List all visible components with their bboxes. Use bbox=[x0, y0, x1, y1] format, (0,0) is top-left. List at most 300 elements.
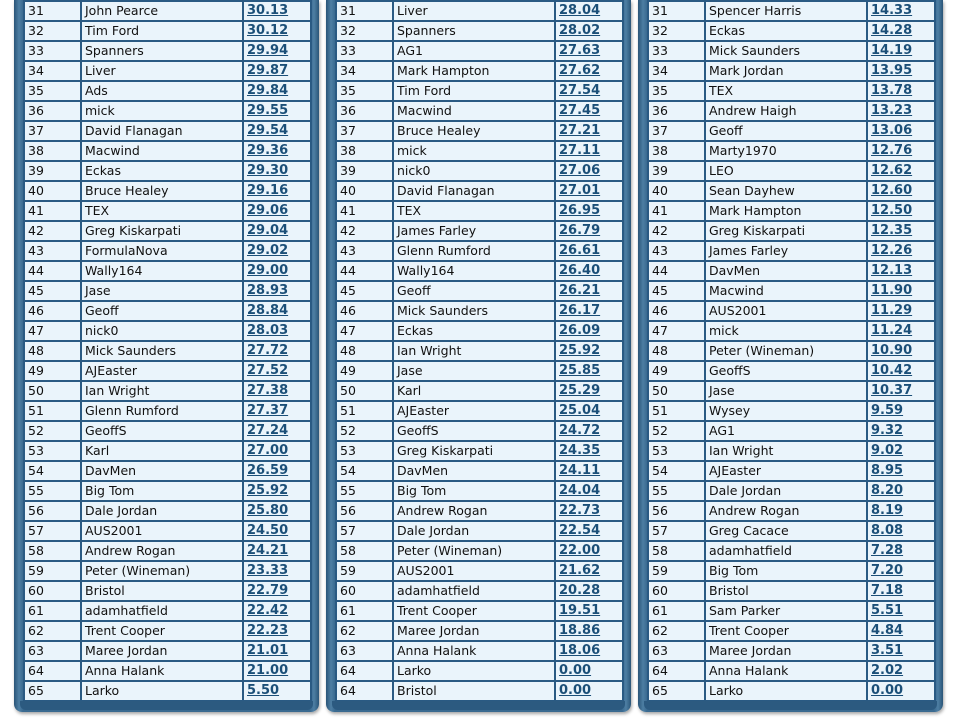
table-row bbox=[648, 481, 935, 501]
score-link[interactable]: 22.79 bbox=[243, 581, 311, 601]
score-link[interactable]: 11.24 bbox=[867, 321, 935, 341]
score-link[interactable]: 26.17 bbox=[555, 301, 623, 321]
rank-cell: 46 bbox=[24, 301, 81, 321]
rank-cell: 62 bbox=[648, 621, 705, 641]
rank-cell: 50 bbox=[24, 381, 81, 401]
score-link[interactable]: 26.21 bbox=[555, 281, 623, 301]
score-link[interactable]: 21.01 bbox=[243, 641, 311, 661]
rank-cell: 37 bbox=[336, 121, 393, 141]
score-link[interactable]: 14.28 bbox=[867, 21, 935, 41]
table-row bbox=[24, 241, 311, 261]
player-name-cell: James Farley bbox=[705, 241, 867, 261]
leaderboard-panel-2 bbox=[326, 0, 631, 712]
table-row bbox=[24, 141, 311, 161]
score-link[interactable]: 22.73 bbox=[555, 501, 623, 521]
table-row bbox=[24, 501, 311, 521]
rank-cell: 51 bbox=[648, 401, 705, 421]
rank-cell: 48 bbox=[24, 341, 81, 361]
score-link[interactable]: 23.33 bbox=[243, 561, 311, 581]
score-link[interactable]: 27.01 bbox=[555, 181, 623, 201]
player-name-cell: John Pearce bbox=[81, 1, 243, 21]
player-name-cell: adamhatfield bbox=[705, 541, 867, 561]
table-row bbox=[336, 421, 623, 441]
player-name-cell: Glenn Rumford bbox=[393, 241, 555, 261]
table-row bbox=[24, 1, 311, 21]
rank-cell: 40 bbox=[648, 181, 705, 201]
player-name-cell: Trent Cooper bbox=[393, 601, 555, 621]
table-row bbox=[24, 621, 311, 641]
score-link[interactable]: 11.29 bbox=[867, 301, 935, 321]
panel-footer bbox=[332, 701, 625, 710]
player-name-cell: Liver bbox=[393, 1, 555, 21]
rank-cell: 35 bbox=[648, 81, 705, 101]
player-name-cell: Karl bbox=[81, 441, 243, 461]
table-row bbox=[648, 81, 935, 101]
rank-cell: 33 bbox=[648, 41, 705, 61]
rank-cell: 38 bbox=[336, 141, 393, 161]
rank-cell: 31 bbox=[648, 1, 705, 21]
player-name-cell: GeoffS bbox=[81, 421, 243, 441]
score-link[interactable]: 24.72 bbox=[555, 421, 623, 441]
score-link[interactable]: 29.02 bbox=[243, 241, 311, 261]
player-name-cell: Ian Wright bbox=[81, 381, 243, 401]
player-name-cell: Larko bbox=[393, 661, 555, 681]
player-name-cell: Bristol bbox=[393, 681, 555, 701]
score-link[interactable]: 29.00 bbox=[243, 261, 311, 281]
table-row bbox=[648, 121, 935, 141]
score-link[interactable]: 29.06 bbox=[243, 201, 311, 221]
score-link[interactable]: 28.84 bbox=[243, 301, 311, 321]
score-link[interactable]: 29.87 bbox=[243, 61, 311, 81]
player-name-cell: Tim Ford bbox=[393, 81, 555, 101]
table-row bbox=[24, 101, 311, 121]
player-name-cell: TEX bbox=[81, 201, 243, 221]
player-name-cell: Bruce Healey bbox=[81, 181, 243, 201]
table-row bbox=[24, 121, 311, 141]
rank-cell: 64 bbox=[648, 661, 705, 681]
score-link[interactable]: 27.72 bbox=[243, 341, 311, 361]
score-link[interactable]: 18.06 bbox=[555, 641, 623, 661]
player-name-cell: adamhatfield bbox=[81, 601, 243, 621]
table-row bbox=[336, 361, 623, 381]
rank-cell: 37 bbox=[24, 121, 81, 141]
table-row bbox=[648, 261, 935, 281]
player-name-cell: AJEaster bbox=[705, 461, 867, 481]
player-name-cell: adamhatfield bbox=[393, 581, 555, 601]
player-name-cell: James Farley bbox=[393, 221, 555, 241]
table-row bbox=[648, 381, 935, 401]
player-name-cell: Peter (Wineman) bbox=[705, 341, 867, 361]
score-link[interactable]: 27.24 bbox=[243, 421, 311, 441]
table-row bbox=[648, 21, 935, 41]
score-link[interactable]: 28.04 bbox=[555, 1, 623, 21]
rank-cell: 64 bbox=[336, 661, 393, 681]
rank-cell: 58 bbox=[24, 541, 81, 561]
rank-cell: 49 bbox=[648, 361, 705, 381]
rank-cell: 57 bbox=[648, 521, 705, 541]
score-link[interactable]: 8.19 bbox=[867, 501, 935, 521]
player-name-cell: AG1 bbox=[393, 41, 555, 61]
score-link[interactable]: 22.23 bbox=[243, 621, 311, 641]
score-link[interactable]: 29.04 bbox=[243, 221, 311, 241]
score-link[interactable]: 7.18 bbox=[867, 581, 935, 601]
table-row bbox=[648, 341, 935, 361]
panel-footer bbox=[20, 701, 313, 710]
table-row bbox=[648, 621, 935, 641]
player-name-cell: Spanners bbox=[393, 21, 555, 41]
score-link[interactable]: 12.26 bbox=[867, 241, 935, 261]
score-link[interactable]: 27.63 bbox=[555, 41, 623, 61]
leaderboard-panel-3 bbox=[638, 0, 943, 712]
player-name-cell: Greg Kiskarpati bbox=[81, 221, 243, 241]
table-row bbox=[336, 321, 623, 341]
score-link[interactable]: 29.94 bbox=[243, 41, 311, 61]
score-link[interactable]: 10.90 bbox=[867, 341, 935, 361]
score-link[interactable]: 26.40 bbox=[555, 261, 623, 281]
score-link[interactable]: 0.00 bbox=[555, 661, 623, 681]
score-link[interactable]: 12.76 bbox=[867, 141, 935, 161]
rank-cell: 44 bbox=[24, 261, 81, 281]
player-name-cell: Big Tom bbox=[705, 561, 867, 581]
player-name-cell: Bristol bbox=[81, 581, 243, 601]
table-row bbox=[648, 61, 935, 81]
score-link[interactable]: 22.00 bbox=[555, 541, 623, 561]
table-row bbox=[336, 281, 623, 301]
table-row bbox=[336, 161, 623, 181]
rank-cell: 54 bbox=[24, 461, 81, 481]
rank-cell: 41 bbox=[648, 201, 705, 221]
score-link[interactable]: 27.45 bbox=[555, 101, 623, 121]
table-row bbox=[336, 461, 623, 481]
rank-cell: 38 bbox=[648, 141, 705, 161]
table-row bbox=[336, 61, 623, 81]
score-link[interactable]: 13.78 bbox=[867, 81, 935, 101]
rank-cell: 41 bbox=[24, 201, 81, 221]
player-name-cell: Anna Halank bbox=[705, 661, 867, 681]
score-link[interactable]: 7.28 bbox=[867, 541, 935, 561]
player-name-cell: Mick Saunders bbox=[81, 341, 243, 361]
table-row bbox=[24, 661, 311, 681]
table-row bbox=[24, 481, 311, 501]
player-name-cell: Larko bbox=[705, 681, 867, 701]
table-row bbox=[24, 61, 311, 81]
player-name-cell: Andrew Haigh bbox=[705, 101, 867, 121]
table-row bbox=[24, 221, 311, 241]
rank-cell: 59 bbox=[336, 561, 393, 581]
score-link[interactable]: 22.54 bbox=[555, 521, 623, 541]
score-link[interactable]: 29.54 bbox=[243, 121, 311, 141]
player-name-cell: Mark Jordan bbox=[705, 61, 867, 81]
player-name-cell: Big Tom bbox=[81, 481, 243, 501]
player-name-cell: Big Tom bbox=[393, 481, 555, 501]
player-name-cell: Liver bbox=[81, 61, 243, 81]
table-row bbox=[648, 681, 935, 701]
player-name-cell: Mick Saunders bbox=[705, 41, 867, 61]
player-name-cell: Andrew Rogan bbox=[81, 541, 243, 561]
score-link[interactable]: 20.28 bbox=[555, 581, 623, 601]
score-link[interactable]: 8.20 bbox=[867, 481, 935, 501]
score-link[interactable]: 22.42 bbox=[243, 601, 311, 621]
score-link[interactable]: 13.95 bbox=[867, 61, 935, 81]
score-link[interactable]: 3.51 bbox=[867, 641, 935, 661]
score-link[interactable]: 27.54 bbox=[555, 81, 623, 101]
table-row bbox=[648, 501, 935, 521]
table-row bbox=[648, 661, 935, 681]
score-link[interactable]: 8.08 bbox=[867, 521, 935, 541]
table-row bbox=[24, 81, 311, 101]
score-link[interactable]: 30.13 bbox=[243, 1, 311, 21]
rank-cell: 56 bbox=[336, 501, 393, 521]
rank-cell: 60 bbox=[24, 581, 81, 601]
score-link[interactable]: 29.36 bbox=[243, 141, 311, 161]
rank-cell: 47 bbox=[24, 321, 81, 341]
score-link[interactable]: 21.00 bbox=[243, 661, 311, 681]
rank-cell: 58 bbox=[648, 541, 705, 561]
score-link[interactable]: 10.42 bbox=[867, 361, 935, 381]
score-link[interactable]: 9.59 bbox=[867, 401, 935, 421]
rank-cell: 34 bbox=[336, 61, 393, 81]
table-row bbox=[24, 441, 311, 461]
score-link[interactable]: 24.50 bbox=[243, 521, 311, 541]
score-link[interactable]: 28.03 bbox=[243, 321, 311, 341]
rank-cell: 54 bbox=[648, 461, 705, 481]
table-row bbox=[336, 181, 623, 201]
rank-cell: 40 bbox=[336, 181, 393, 201]
rank-cell: 50 bbox=[336, 381, 393, 401]
rank-cell: 59 bbox=[648, 561, 705, 581]
score-link[interactable]: 13.23 bbox=[867, 101, 935, 121]
player-name-cell: Peter (Wineman) bbox=[393, 541, 555, 561]
score-link[interactable]: 29.55 bbox=[243, 101, 311, 121]
player-name-cell: Tim Ford bbox=[81, 21, 243, 41]
player-name-cell: DavMen bbox=[705, 261, 867, 281]
table-row bbox=[24, 541, 311, 561]
player-name-cell: Jase bbox=[81, 281, 243, 301]
rank-cell: 39 bbox=[648, 161, 705, 181]
score-link[interactable]: 24.11 bbox=[555, 461, 623, 481]
score-link[interactable]: 12.13 bbox=[867, 261, 935, 281]
rank-cell: 65 bbox=[24, 681, 81, 701]
player-name-cell: David Flanagan bbox=[81, 121, 243, 141]
score-link[interactable]: 24.35 bbox=[555, 441, 623, 461]
table-row bbox=[648, 541, 935, 561]
player-name-cell: Greg Kiskarpati bbox=[393, 441, 555, 461]
score-link[interactable]: 0.00 bbox=[555, 681, 623, 701]
score-link[interactable]: 29.16 bbox=[243, 181, 311, 201]
rank-cell: 45 bbox=[648, 281, 705, 301]
score-link[interactable]: 9.32 bbox=[867, 421, 935, 441]
table-row bbox=[648, 221, 935, 241]
score-link[interactable]: 27.11 bbox=[555, 141, 623, 161]
rank-cell: 32 bbox=[648, 21, 705, 41]
score-link[interactable]: 10.37 bbox=[867, 381, 935, 401]
rank-cell: 49 bbox=[336, 361, 393, 381]
table-row bbox=[648, 521, 935, 541]
table-row bbox=[648, 101, 935, 121]
table-row bbox=[648, 581, 935, 601]
score-link[interactable]: 25.29 bbox=[555, 381, 623, 401]
panel-footer bbox=[644, 701, 937, 710]
rank-cell: 48 bbox=[648, 341, 705, 361]
table-row bbox=[336, 521, 623, 541]
player-name-cell: Mick Saunders bbox=[393, 301, 555, 321]
score-link[interactable]: 26.09 bbox=[555, 321, 623, 341]
table-row bbox=[648, 41, 935, 61]
table-row bbox=[24, 21, 311, 41]
score-link[interactable]: 14.19 bbox=[867, 41, 935, 61]
score-link[interactable]: 0.00 bbox=[867, 681, 935, 701]
rank-cell: 54 bbox=[336, 461, 393, 481]
rank-cell: 32 bbox=[336, 21, 393, 41]
rank-cell: 57 bbox=[24, 521, 81, 541]
rank-cell: 31 bbox=[24, 1, 81, 21]
score-link[interactable]: 25.04 bbox=[555, 401, 623, 421]
score-link[interactable]: 25.92 bbox=[555, 341, 623, 361]
score-link[interactable]: 12.35 bbox=[867, 221, 935, 241]
player-name-cell: AG1 bbox=[705, 421, 867, 441]
score-link[interactable]: 28.93 bbox=[243, 281, 311, 301]
score-link[interactable]: 8.95 bbox=[867, 461, 935, 481]
table-row bbox=[24, 281, 311, 301]
player-name-cell: Trent Cooper bbox=[81, 621, 243, 641]
rank-cell: 50 bbox=[648, 381, 705, 401]
rank-cell: 46 bbox=[336, 301, 393, 321]
table-row bbox=[24, 181, 311, 201]
rank-cell: 53 bbox=[648, 441, 705, 461]
leaderboard-table-3 bbox=[647, 0, 936, 702]
score-link[interactable]: 12.50 bbox=[867, 201, 935, 221]
table-row bbox=[24, 521, 311, 541]
player-name-cell: Peter (Wineman) bbox=[81, 561, 243, 581]
player-name-cell: Ads bbox=[81, 81, 243, 101]
player-name-cell: AUS2001 bbox=[705, 301, 867, 321]
score-link[interactable]: 29.84 bbox=[243, 81, 311, 101]
score-link[interactable]: 27.38 bbox=[243, 381, 311, 401]
player-name-cell: Greg Kiskarpati bbox=[705, 221, 867, 241]
score-link[interactable]: 25.85 bbox=[555, 361, 623, 381]
score-link[interactable]: 30.12 bbox=[243, 21, 311, 41]
score-link[interactable]: 9.02 bbox=[867, 441, 935, 461]
score-link[interactable]: 26.61 bbox=[555, 241, 623, 261]
table-row bbox=[24, 401, 311, 421]
score-link[interactable]: 13.06 bbox=[867, 121, 935, 141]
player-name-cell: Dale Jordan bbox=[393, 521, 555, 541]
rank-cell: 60 bbox=[336, 581, 393, 601]
player-name-cell: Greg Cacace bbox=[705, 521, 867, 541]
player-name-cell: DavMen bbox=[393, 461, 555, 481]
score-link[interactable]: 24.21 bbox=[243, 541, 311, 561]
score-link[interactable]: 5.51 bbox=[867, 601, 935, 621]
player-name-cell: Anna Halank bbox=[393, 641, 555, 661]
score-link[interactable]: 4.84 bbox=[867, 621, 935, 641]
player-name-cell: DavMen bbox=[81, 461, 243, 481]
score-link[interactable]: 26.95 bbox=[555, 201, 623, 221]
table-row bbox=[648, 361, 935, 381]
table-row bbox=[648, 421, 935, 441]
rank-cell: 31 bbox=[336, 1, 393, 21]
rank-cell: 34 bbox=[648, 61, 705, 81]
score-link[interactable]: 27.62 bbox=[555, 61, 623, 81]
rank-cell: 52 bbox=[24, 421, 81, 441]
rank-cell: 55 bbox=[648, 481, 705, 501]
score-link[interactable]: 26.59 bbox=[243, 461, 311, 481]
player-name-cell: AJEaster bbox=[393, 401, 555, 421]
table-row bbox=[648, 401, 935, 421]
score-link[interactable]: 14.33 bbox=[867, 1, 935, 21]
score-link[interactable]: 25.92 bbox=[243, 481, 311, 501]
score-link[interactable]: 21.62 bbox=[555, 561, 623, 581]
player-name-cell: Bristol bbox=[705, 581, 867, 601]
rank-cell: 64 bbox=[24, 661, 81, 681]
table-row bbox=[648, 301, 935, 321]
score-link[interactable]: 26.79 bbox=[555, 221, 623, 241]
player-name-cell: mick bbox=[705, 321, 867, 341]
table-row bbox=[24, 561, 311, 581]
player-name-cell: Spanners bbox=[81, 41, 243, 61]
player-name-cell: Geoff bbox=[393, 281, 555, 301]
player-name-cell: mick bbox=[81, 101, 243, 121]
score-link[interactable]: 28.02 bbox=[555, 21, 623, 41]
score-link[interactable]: 11.90 bbox=[867, 281, 935, 301]
score-link[interactable]: 27.37 bbox=[243, 401, 311, 421]
player-name-cell: Wally164 bbox=[81, 261, 243, 281]
score-link[interactable]: 27.06 bbox=[555, 161, 623, 181]
score-link[interactable]: 12.60 bbox=[867, 181, 935, 201]
score-link[interactable]: 25.80 bbox=[243, 501, 311, 521]
table-row bbox=[648, 181, 935, 201]
rank-cell: 36 bbox=[648, 101, 705, 121]
table-row bbox=[336, 41, 623, 61]
player-name-cell: Anna Halank bbox=[81, 661, 243, 681]
player-name-cell: Ian Wright bbox=[705, 441, 867, 461]
score-link[interactable]: 12.62 bbox=[867, 161, 935, 181]
rank-cell: 36 bbox=[24, 101, 81, 121]
table-row bbox=[648, 461, 935, 481]
score-link[interactable]: 24.04 bbox=[555, 481, 623, 501]
player-name-cell: Geoff bbox=[705, 121, 867, 141]
score-link[interactable]: 5.50 bbox=[243, 681, 311, 701]
score-link[interactable]: 27.52 bbox=[243, 361, 311, 381]
rank-cell: 53 bbox=[336, 441, 393, 461]
player-name-cell: Spencer Harris bbox=[705, 1, 867, 21]
score-link[interactable]: 18.86 bbox=[555, 621, 623, 641]
score-link[interactable]: 29.30 bbox=[243, 161, 311, 181]
rank-cell: 62 bbox=[336, 621, 393, 641]
player-name-cell: Macwind bbox=[81, 141, 243, 161]
score-link[interactable]: 27.00 bbox=[243, 441, 311, 461]
table-row bbox=[336, 441, 623, 461]
player-name-cell: Eckas bbox=[393, 321, 555, 341]
score-link[interactable]: 2.02 bbox=[867, 661, 935, 681]
score-link[interactable]: 19.51 bbox=[555, 601, 623, 621]
rank-cell: 43 bbox=[24, 241, 81, 261]
player-name-cell: Jase bbox=[393, 361, 555, 381]
rank-cell: 47 bbox=[648, 321, 705, 341]
table-row bbox=[336, 581, 623, 601]
score-link[interactable]: 27.21 bbox=[555, 121, 623, 141]
player-name-cell: Glenn Rumford bbox=[81, 401, 243, 421]
rank-cell: 57 bbox=[336, 521, 393, 541]
table-row bbox=[336, 561, 623, 581]
rank-cell: 49 bbox=[24, 361, 81, 381]
score-link[interactable]: 7.20 bbox=[867, 561, 935, 581]
rank-cell: 45 bbox=[24, 281, 81, 301]
rank-cell: 43 bbox=[336, 241, 393, 261]
table-row bbox=[336, 481, 623, 501]
rank-cell: 62 bbox=[24, 621, 81, 641]
rank-cell: 65 bbox=[648, 681, 705, 701]
rank-cell: 63 bbox=[648, 641, 705, 661]
